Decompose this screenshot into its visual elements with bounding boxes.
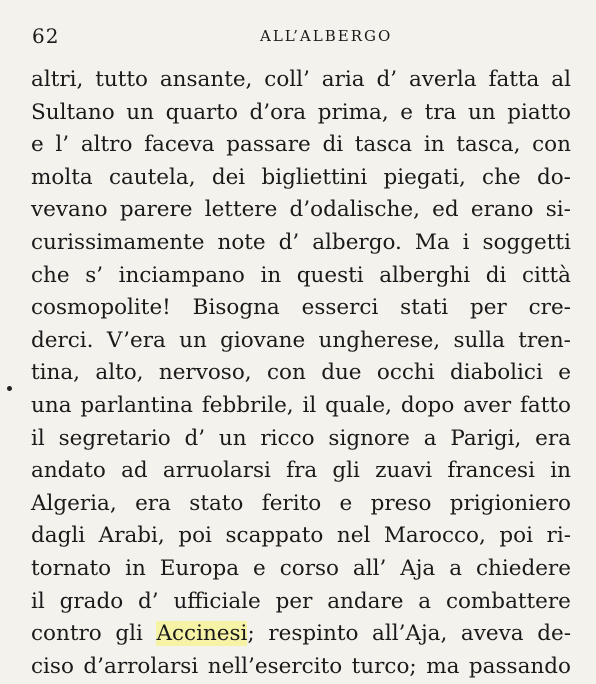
text-line (31, 390, 571, 423)
word: questi (296, 262, 364, 288)
word: nervoso, (158, 360, 252, 386)
page-number: 62 (32, 24, 60, 48)
word: poi (499, 523, 533, 549)
word: in (550, 458, 571, 484)
text-line (31, 520, 571, 553)
word: occhi (376, 360, 435, 386)
word: arruolarsi (162, 458, 271, 484)
word: stati (400, 295, 449, 321)
text-line (31, 618, 571, 651)
text-line (31, 488, 571, 521)
word: averla (408, 67, 477, 92)
word: combattere (445, 588, 571, 614)
word: al (551, 67, 571, 92)
word: Parigi, (450, 425, 522, 451)
word: il (31, 425, 45, 451)
word: ed (432, 197, 459, 223)
word: e (558, 360, 571, 386)
word: fatto (519, 392, 571, 418)
word: d’ora (249, 99, 307, 125)
word: molta (31, 164, 93, 190)
word: dopo (400, 392, 455, 418)
word: tra (424, 99, 457, 125)
word: all’Aja, (372, 621, 448, 647)
word: piatto (507, 99, 571, 125)
word: Marocco, (383, 523, 486, 549)
word: due (321, 360, 362, 386)
word: poi (178, 523, 212, 549)
text-line (31, 260, 571, 293)
word: Bisogna (192, 295, 280, 321)
word: do- (536, 164, 571, 190)
word: signore (328, 425, 410, 451)
word: l’ (55, 132, 70, 158)
word: i (462, 229, 470, 255)
word: Accinesi; (156, 621, 255, 647)
running-head: ALL’ALBERGO (260, 27, 393, 45)
word: passando (468, 653, 571, 679)
word: alberghi (379, 262, 471, 288)
word: cautela, (108, 164, 196, 190)
word: derci. (31, 327, 94, 353)
word: d’ (138, 588, 159, 614)
word: fra (286, 458, 318, 484)
text-line (31, 292, 571, 325)
word: un (179, 327, 207, 353)
word: di (322, 132, 344, 158)
word: con (532, 132, 571, 158)
word: segretario (58, 425, 171, 451)
word: Ma (414, 229, 450, 255)
word: in (260, 262, 282, 288)
word: ansante, (159, 67, 253, 92)
word: Arabi, (98, 523, 165, 549)
word: che (31, 262, 70, 288)
word: tren- (518, 327, 571, 353)
word: all’ (352, 555, 387, 581)
word: un (218, 425, 247, 451)
word: esserci (301, 295, 379, 321)
word: cre- (528, 295, 571, 321)
word: una (31, 392, 72, 418)
word: altri, (31, 67, 84, 92)
word: il (302, 392, 317, 418)
word: aveva (460, 621, 524, 647)
word: corso (279, 555, 339, 581)
word: respinto (268, 621, 359, 647)
word: d’arrolarsi (83, 653, 199, 679)
word: vevano (31, 197, 108, 223)
word: parlantina (80, 392, 193, 418)
word: di (485, 262, 507, 288)
text-line (31, 97, 571, 130)
word: dei (211, 164, 246, 190)
word: nell’esercito (207, 653, 343, 679)
word: V’era (106, 327, 166, 353)
word: albergo. (312, 229, 402, 255)
word: diabolici (450, 360, 543, 386)
word: era (135, 490, 171, 516)
word: in (125, 555, 146, 581)
word: grado (59, 588, 124, 614)
word: tina, (31, 360, 81, 386)
word: per (470, 295, 507, 321)
text-line (31, 194, 571, 227)
word: città (521, 262, 571, 288)
word: chiedere (475, 555, 571, 581)
margin-mark (7, 386, 12, 391)
text-line (31, 227, 571, 260)
word: de- (537, 621, 571, 647)
word: ciso (31, 653, 74, 679)
word: era (535, 425, 571, 451)
text-line (31, 423, 571, 456)
word: febbrile, (201, 392, 294, 418)
text-line (31, 553, 571, 586)
word: gli (332, 458, 360, 484)
word: tasca (354, 132, 413, 158)
word: faceva (144, 132, 215, 158)
text-line (31, 64, 571, 97)
word: quale, (325, 392, 392, 418)
word: curissimamente (31, 229, 205, 255)
word: Aja (400, 555, 436, 581)
word: piegati, (383, 164, 466, 190)
word: francesi (447, 458, 535, 484)
text-line (31, 129, 571, 162)
word: cosmopolite! (31, 295, 171, 321)
word: un (126, 99, 154, 125)
word: Sultano (31, 99, 115, 125)
word: a (418, 588, 432, 614)
word: tutto (95, 67, 148, 92)
word: per (275, 588, 313, 614)
word: d’odalische, (289, 197, 420, 223)
word: e (400, 99, 414, 125)
word: andato (31, 458, 106, 484)
word: andare (327, 588, 404, 614)
word: che (482, 164, 521, 190)
word: prima, (317, 99, 389, 125)
word: inciampano (118, 262, 245, 288)
word: contro (31, 621, 102, 647)
word: ufficiale (173, 588, 261, 614)
word: d’ (278, 229, 300, 255)
text-line (31, 455, 571, 488)
word: ferito (261, 490, 322, 516)
word: coll’ (264, 67, 310, 92)
word: un (467, 99, 496, 125)
word: tasca, (456, 132, 521, 158)
text-line (31, 357, 571, 390)
word: ungherese, (318, 327, 441, 353)
text-line (31, 162, 571, 195)
word: Algeria, (31, 490, 117, 516)
word: stato (189, 490, 244, 516)
word: erano (470, 197, 534, 223)
word: quarto (165, 99, 238, 125)
word: alto, (95, 360, 144, 386)
page-header (32, 24, 572, 48)
word: zuavi (375, 458, 433, 484)
word: scappato (225, 523, 324, 549)
word: prigioniero (449, 490, 571, 516)
word: ricco (260, 425, 315, 451)
word: parere (119, 197, 193, 223)
word: altro (80, 132, 133, 158)
word: passare (226, 132, 311, 158)
word: si- (545, 197, 571, 223)
word: note (217, 229, 266, 255)
word: tornato (31, 555, 112, 581)
word: d’ (376, 67, 398, 92)
highlighted-word: Accinesi (156, 621, 248, 647)
word: e (339, 490, 353, 516)
word: lettere (204, 197, 278, 223)
text-line (31, 325, 571, 358)
word: aria (321, 67, 365, 92)
word: giovane (220, 327, 306, 353)
word: s’ (85, 262, 104, 288)
word: gli (115, 621, 143, 647)
word: fatta (488, 67, 540, 92)
word: soggetti (482, 229, 571, 255)
word: turco; (351, 653, 417, 679)
cut-off-line (31, 675, 571, 684)
word: aver (463, 392, 512, 418)
word: sulla (453, 327, 505, 353)
word: e (31, 132, 44, 158)
word: dagli (31, 523, 86, 549)
word: bigliettini (261, 164, 368, 190)
word: d’ (184, 425, 206, 451)
word: preso (370, 490, 432, 516)
body-text (31, 64, 571, 683)
word: ri- (546, 523, 571, 549)
word: ad (121, 458, 148, 484)
word: il (31, 588, 45, 614)
word: Europa (159, 555, 240, 581)
word: ma (426, 653, 460, 679)
word: e (253, 555, 266, 581)
word: a (423, 425, 437, 451)
word: nel (336, 523, 371, 549)
word: in (423, 132, 445, 158)
word: a (449, 555, 463, 581)
word: con (266, 360, 306, 386)
text-line (31, 586, 571, 619)
